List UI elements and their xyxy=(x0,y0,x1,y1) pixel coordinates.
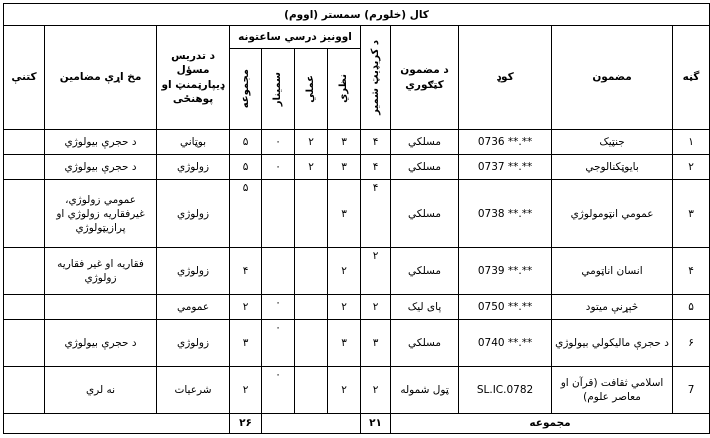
row-seminar xyxy=(262,248,295,295)
table-row xyxy=(4,294,710,319)
row-total: ۴ xyxy=(230,248,262,295)
row-num: ۶ xyxy=(673,320,710,367)
table-row xyxy=(4,180,710,248)
total-spacer-left xyxy=(4,413,230,433)
row-total: ۳ xyxy=(230,320,262,367)
row-theory: ۳ xyxy=(328,320,361,367)
row-num: ۴ xyxy=(673,248,710,295)
row-note xyxy=(4,366,45,413)
row-practical xyxy=(295,320,328,367)
header-subject: مضمون xyxy=(552,26,673,129)
row-code: 0737 **.** xyxy=(459,155,552,180)
row-seminar: ۰ xyxy=(262,366,295,413)
row-subject: عمومي انټومولوژي xyxy=(552,180,673,248)
row-practical xyxy=(295,366,328,413)
row-department: بوټاني xyxy=(157,129,230,154)
row-num: ۱ xyxy=(673,129,710,154)
row-note xyxy=(4,155,45,180)
row-note xyxy=(4,320,45,367)
row-category: ټول شموله xyxy=(391,366,459,413)
row-department: عمومي xyxy=(157,294,230,319)
row-note xyxy=(4,129,45,154)
row-note xyxy=(4,248,45,295)
row-subject: د حجرې مالیکولي بیولوژي xyxy=(552,320,673,367)
row-category: مسلکي xyxy=(391,320,459,367)
header-theory-label: نظري xyxy=(338,74,350,104)
row-num: ۵ xyxy=(673,294,710,319)
row-practical: ۲ xyxy=(295,129,328,154)
header-note: کتنې xyxy=(4,26,45,129)
row-department: زولوژي xyxy=(157,155,230,180)
header-practical xyxy=(295,48,328,129)
row-prerequisites: د حجرې بیولوژي xyxy=(45,155,157,180)
row-theory: ۳ xyxy=(328,180,361,248)
row-code: 0736 **.** xyxy=(459,129,552,154)
row-credits: ۲ xyxy=(361,248,391,295)
row-total: ۲ xyxy=(230,294,262,319)
row-credits: ۴ xyxy=(361,180,391,248)
row-practical: ۲ xyxy=(295,155,328,180)
row-prerequisites: عمومي زولوژي، غیرفقاریه زولوژي او پرازیټولوژي xyxy=(45,180,157,248)
row-credits: ۳ xyxy=(361,320,391,367)
row-department: زولوژي xyxy=(157,320,230,367)
table-row xyxy=(4,366,710,413)
row-total: ۵ xyxy=(230,129,262,154)
row-credits: ۴ xyxy=(361,155,391,180)
row-subject: بایوټکنالوجي xyxy=(552,155,673,180)
row-total: ۲ xyxy=(230,366,262,413)
header-seminar-label: سمينار xyxy=(272,71,284,106)
row-credits: ۴ xyxy=(361,129,391,154)
row-subject: څېړنې میتود xyxy=(552,294,673,319)
header-prerequisites: مخ اړې مضامین xyxy=(45,26,157,129)
total-row xyxy=(4,413,710,433)
row-code: SL.IC.0782 xyxy=(459,366,552,413)
row-category: مسلکي xyxy=(391,180,459,248)
row-note xyxy=(4,294,45,319)
row-credits: ۲ xyxy=(361,366,391,413)
header-practical-label: عملي xyxy=(305,74,317,103)
row-seminar: ۰ xyxy=(262,129,295,154)
row-theory: ۲ xyxy=(328,294,361,319)
row-code: 0739 **.** xyxy=(459,248,552,295)
row-category: مسلکي xyxy=(391,248,459,295)
row-note xyxy=(4,180,45,248)
semester-title: کال (خلورم) سمستر (اووم) xyxy=(4,4,710,26)
table-row xyxy=(4,248,710,295)
row-seminar xyxy=(262,180,295,248)
row-theory: ۳ xyxy=(328,129,361,154)
row-code: 0750 **.** xyxy=(459,294,552,319)
title-row xyxy=(4,4,710,26)
header-seminar xyxy=(262,48,295,129)
row-subject: جنټیک xyxy=(552,129,673,154)
header-code: کوډ xyxy=(459,26,552,129)
row-prerequisites: نه لري xyxy=(45,366,157,413)
row-category: مسلکي xyxy=(391,129,459,154)
header-total-label: مجموعه xyxy=(239,69,251,109)
header-total xyxy=(230,48,262,129)
row-theory: ۳ xyxy=(328,155,361,180)
header-credits-label: د کریډیټ شمیر xyxy=(369,40,381,115)
row-prerequisites: د حجرې بیولوژي xyxy=(45,129,157,154)
row-total: ۵ xyxy=(230,180,262,248)
header-category: د مضمون کټګوري xyxy=(391,26,459,129)
row-credits: ۲ xyxy=(361,294,391,319)
row-department: زولوژي xyxy=(157,248,230,295)
row-practical xyxy=(295,294,328,319)
header-num: گڼه xyxy=(673,26,710,129)
header-weekly-hours: اوونیز درسي ساعتونه xyxy=(230,26,361,48)
row-num: 7 xyxy=(673,366,710,413)
row-code: 0738 **.** xyxy=(459,180,552,248)
row-department: زولوژي xyxy=(157,180,230,248)
total-spacer xyxy=(262,413,361,433)
row-num: ۲ xyxy=(673,155,710,180)
row-practical xyxy=(295,180,328,248)
row-prerequisites xyxy=(45,294,157,319)
row-department: شرعیات xyxy=(157,366,230,413)
table-row xyxy=(4,155,710,180)
table-row xyxy=(4,129,710,154)
total-label: مجموعه xyxy=(391,413,710,433)
row-seminar: ۰ xyxy=(262,320,295,367)
curriculum-table xyxy=(3,3,710,434)
row-prerequisites: فقاریه او غیر فقاریه زولوژي xyxy=(45,248,157,295)
row-subject: اسلامي ثقافت (قرآن او معاصر علوم) xyxy=(552,366,673,413)
table-row xyxy=(4,320,710,367)
row-code: 0740 **.** xyxy=(459,320,552,367)
row-theory: ۲ xyxy=(328,248,361,295)
row-prerequisites: د حجرې بیولوژي xyxy=(45,320,157,367)
row-subject: انسان اناټومي xyxy=(552,248,673,295)
hours-total: ۲۶ xyxy=(230,413,262,433)
header-row-1 xyxy=(4,26,710,48)
row-num: ۳ xyxy=(673,180,710,248)
header-department: د تدریس مسؤل ډیپارټمنټ او پوهنځی xyxy=(157,26,230,129)
row-seminar: ۰ xyxy=(262,294,295,319)
row-total: ۵ xyxy=(230,155,262,180)
row-category: مسلکي xyxy=(391,155,459,180)
row-practical xyxy=(295,248,328,295)
row-seminar: ۰ xyxy=(262,155,295,180)
credits-total: ۲۱ xyxy=(361,413,391,433)
header-credits xyxy=(361,26,391,129)
row-theory: ۲ xyxy=(328,366,361,413)
row-category: پای لیک xyxy=(391,294,459,319)
header-theory xyxy=(328,48,361,129)
